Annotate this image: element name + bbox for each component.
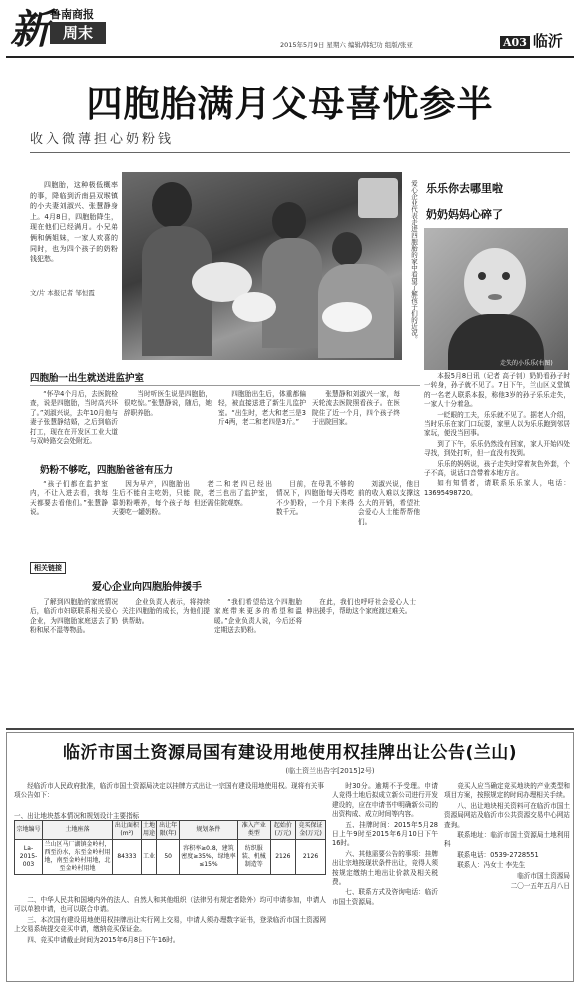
article-subhead: 收入微薄担心奶粉钱: [30, 132, 175, 147]
masthead-rule: [6, 56, 574, 58]
section-3-paragraph: 在此，我们也呼吁社会爱心人士伸出援手，帮助这个家庭渡过难关。: [306, 598, 416, 616]
section-heading-3: 爱心企业向四胞胎伸援手: [92, 582, 202, 593]
table-row: [15, 840, 326, 875]
section-tag: 周末: [50, 22, 106, 44]
table-cell: 2126: [270, 840, 295, 875]
section-2-paragraph: 刘淑兴说，他目前的收入难以支撑这么大的开销，希望社会爱心人士能帮帮他们。: [358, 480, 420, 526]
page-tag: [500, 30, 563, 51]
sidebar-title-line1: 乐乐你去哪里啦: [426, 182, 503, 195]
related-link-tag: 相关链接: [30, 562, 66, 574]
sidebar-title-line2: 奶奶妈妈心碎了: [426, 208, 503, 221]
announcement-number: (临土资兰出告字[2015]2号): [285, 767, 375, 775]
section-2-paragraph: 因为早产，四胞胎出生后不能自主吃奶，只能靠奶粉喂养，每个孩子每天要吃一罐奶粉。: [112, 480, 190, 517]
announcement-body-left: 二、中华人民共和国境内外的法人、自然人和其他组织（法律另有规定者除外）均可申请参加，申请人可以单独申请，也可以联合申请。 三、本次国有建设用地使用权挂牌出让实行网上交易，申请人须办理数字证书，登录临沂市国土资源网上交易系统提交竞买申请，缴纳竞买保证金。 四、竞买申请截止时间为2015年6月8日下午16时。: [14, 896, 326, 944]
table-cell: 50: [157, 840, 180, 875]
table-header: 出让面积(m²): [113, 821, 142, 840]
sidebar-body: 本报5月8日讯（记者 高子钊）奶奶看孙子时一转身，孙子就不见了。7日下午，兰山区义堂镇的一名老人联系本报，称他3岁的孙子乐乐走失，一家人十分着急。 一眨眼的工夫，乐乐就不见了。据老人介绍，当时乐乐在家门口玩耍，家里人以为乐乐跑到邻居家玩，便没当回事。 到了下午，乐乐仍然没有回家，家人开始四处寻找，到处打听，但一直没有找到。 乐乐的妈妈说，孩子走失时穿着灰色外套，个子不高，说话口音带着本地方言。 如有知情者，请联系乐乐家人，电话：13695498720。: [424, 372, 570, 497]
paper-name: 鲁南商报: [50, 8, 94, 21]
table-header: 竞买保证金(万元): [296, 821, 326, 840]
section-1-paragraph: 张慧静和刘淑兴一家，每天轮流去医院照看孩子。在医院住了近一个月，四个孩子终于出院回家。: [312, 390, 400, 427]
table-header: 起始价(万元): [270, 821, 295, 840]
announcement-body-middle: 时30分。逾期不予受理。申请人竞得土地后拟成立新公司进行开发建设的，应在申请书中明确新公司的出资构成、成立时间等内容。 五、挂牌时间：2015年5月28日上午9时至2015年6月10日下午16时。 六、其他需要公告的事项：挂牌出让宗地按现状条件出让，竞得人须按规定缴纳土地出让价款及相关税费。 七、联系方式及咨询电话：临沂市国土资源局。: [332, 782, 438, 906]
announcement-table-title: 一、出让地块基本情况和规划设计主要指标: [14, 812, 140, 820]
article-headline: 四胞胎满月父母喜忧参半: [86, 83, 494, 125]
table-header: 出让年限(年): [157, 821, 180, 840]
section-1-paragraph: “怀孕4个月后，去医院检查，说是四胞胎，当时高兴坏了。”刘淑兴说，去年10月他与妻子张慧静结婚，之后到临沂打工，现在在开发区工业大道与双岭路交会处附近。: [30, 390, 118, 446]
section-3-paragraph: 了解到四胞胎的家庭情况后，临沂市妇联联系相关爱心企业，为四胞胎家庭送去了奶粉和尿不湿等物品。: [30, 598, 118, 635]
section-rule: [30, 385, 420, 386]
page-name: 临沂: [532, 32, 563, 50]
page-number: A03: [500, 36, 530, 49]
table-cell: 兰山区马厂湖镇金岭村，西至汾水，东至金岭村用地，南至金岭村用地，北至金岭村用地: [43, 840, 113, 875]
masthead: [0, 0, 580, 58]
table-cell: La-2015-003: [15, 840, 43, 875]
section-1-paragraph: 四胞胎出生后，体重都偏轻，被直接送进了新生儿监护室。“出生时，老大和老三是3斤4两，老二和老四是3斤。”: [218, 390, 306, 427]
main-photo-caption: 爱心企业代表走进四胞胎的家中看望了解孩子们的近况。: [410, 180, 418, 343]
table-cell: 纺织服装、机械制造等: [237, 840, 270, 875]
table-header: 宗地编号: [15, 821, 43, 840]
announcement-body-right: 竞买人应当确定竞买地块的产业类型和项目方案，按照规定的时间办理相关手续。 八、出让地块相关资料可在临沂市国土资源局网站及临沂市公共资源交易中心网站查询。 联系地址：临沂市国土资源局土地利用科 联系电话：0539-2728551 联系人：冯女士 李先生 临沂市国土资源局 二〇一五年五月八日: [444, 782, 570, 891]
table-cell: 容积率≥0.8，建筑密度≥35%，绿地率≤15%: [179, 840, 237, 875]
announcement-top-rule: [6, 728, 574, 730]
logo-character: 新: [10, 6, 50, 53]
announcement-intro: 经临沂市人民政府批准，临沂市国土资源局决定以挂牌方式出让一宗国有建设用地使用权。现将有关事项公告如下：: [14, 782, 324, 800]
subhead-rule: [30, 152, 570, 153]
table-header: 土地用途: [141, 821, 157, 840]
parcel-table: [14, 820, 326, 875]
sidebar-photo-caption: 走失的小乐乐(右图): [500, 360, 553, 367]
article-lead: 四胞胎，这种极低概率的事，降临到沂南县双堠镇的小夫妻刘淑兴、张慧静身上。4月8日，四胞胎降生，现在他们已经满月。小兄弟俩和俩姐妹，一家人欢喜的同时，也为四个孩子的奶粉钱犯愁。: [30, 181, 118, 264]
sidebar-photo: [424, 228, 568, 370]
section-2-paragraph: 老二和老四已经出院，老三也出了监护室，但还需住院观察。: [194, 480, 272, 507]
section-heading-1: 四胞胎一出生就送进监护室: [30, 373, 145, 384]
table-header: 准入产业类型: [237, 821, 270, 840]
article-byline: 文/片 本报记者 邹恒霞: [30, 289, 95, 297]
section-2-paragraph: 目前，在母乳不够的情况下，四胞胎每天得吃不少奶粉，一个月下来得数千元。: [276, 480, 354, 517]
section-heading-2: 奶粉不够吃，四胞胎爸爸有压力: [40, 465, 174, 476]
announcement-title: 临沂市国土资源局国有建设用地使用权挂牌出让公告(兰山): [62, 743, 518, 763]
date-line: 2015年5月9日 星期六 编辑/韩纪功 组版/张亚: [280, 41, 413, 49]
section-1-paragraph: 当时听医生说是四胞胎，很吃惊。”张慧静说，随后，她辞职养胎。: [124, 390, 212, 417]
table-cell: 84333: [113, 840, 142, 875]
table-cell: 工业: [141, 840, 157, 875]
table-header: 规划条件: [179, 821, 237, 840]
section-3-paragraph: “我们希望给这个四胞胎家庭带来更多的希望和温暖。”企业负责人说，今后还将定期送去奶粉。: [214, 598, 302, 635]
section-3-paragraph: 企业负责人表示，将持续关注四胞胎的成长，为他们提供帮助。: [122, 598, 210, 625]
table-header-row: [15, 821, 326, 840]
main-photo: [122, 172, 402, 360]
table-cell: 2126: [296, 840, 326, 875]
section-2-paragraph: “孩子们都在监护室内，不让入进去看，我每天都要去看他们。”张慧静说。: [30, 480, 108, 517]
table-header: 土地座落: [43, 821, 113, 840]
